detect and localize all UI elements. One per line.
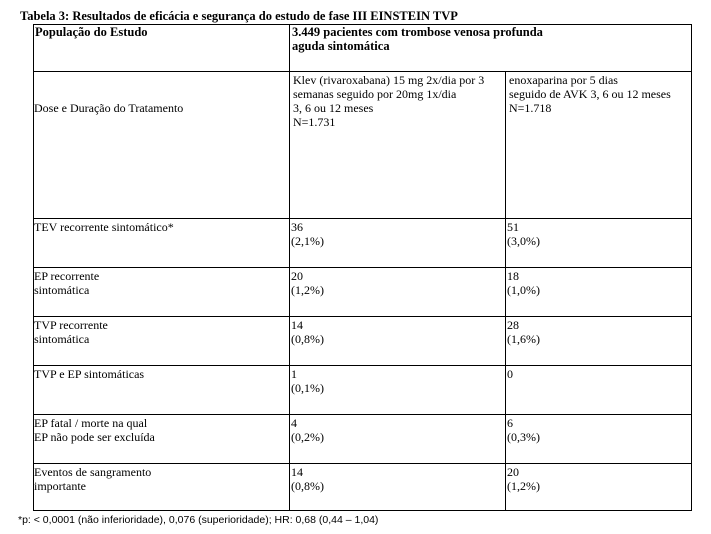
row-bleeding-col2 <box>507 465 540 493</box>
row-label-line: importante <box>34 479 86 493</box>
value-percent: (0,1%) <box>291 381 324 395</box>
row-label-line: Eventos de sangramento <box>34 465 152 479</box>
row-label-line: EP não pode ser excluída <box>34 430 155 444</box>
population-line-1: 3.449 pacientes com trombose venosa profunda <box>292 25 543 39</box>
dose-rivaroxaban-line: 3, 6 ou 12 meses <box>293 101 374 115</box>
dose-enoxaparin-line: enoxaparina por 5 dias <box>509 73 618 87</box>
value-count: 6 <box>507 416 513 430</box>
value-count: 20 <box>291 269 303 283</box>
value-percent: (1,2%) <box>507 479 540 493</box>
value-count: 0 <box>507 367 513 381</box>
value-percent: (1,6%) <box>507 332 540 346</box>
footnote: *p: < 0,0001 (não inferioridade), 0,076 (superioridade); HR: 0,68 (0,44 – 1,04) <box>18 514 379 526</box>
row-bleeding-col1 <box>291 465 324 493</box>
row-label-line: TVP e EP sintomáticas <box>34 367 145 381</box>
dose-label: Dose e Duração do Tratamento <box>34 101 184 115</box>
dose-rivaroxaban-line: semanas seguido por 20mg 1x/dia <box>293 87 457 101</box>
row-ep-col2 <box>507 269 540 297</box>
value-count: 28 <box>507 318 519 332</box>
value-count: 36 <box>291 220 303 234</box>
row-ep-fatal-col1 <box>291 416 324 444</box>
row-tvp-col1 <box>291 318 324 346</box>
value-percent: (0,8%) <box>291 479 324 493</box>
population-box <box>33 24 692 72</box>
row-label-tvp <box>34 318 108 346</box>
row-label-bleeding <box>34 465 151 493</box>
row-label-line: sintomática <box>34 283 90 297</box>
row-tev-col2 <box>507 220 540 248</box>
table-title: Tabela 3: Resultados de eficácia e segurança do estudo de fase III EINSTEIN TVP <box>20 9 458 23</box>
row-label-line: EP recorrente <box>34 269 100 283</box>
value-percent: (0,3%) <box>507 430 540 444</box>
row-label-line: EP fatal / morte na qual <box>34 416 148 430</box>
row-label-line: sintomática <box>34 332 90 346</box>
dose-enoxaparin-line: N=1.718 <box>509 101 552 115</box>
row-label-ep <box>34 269 99 297</box>
value-count: 51 <box>507 220 519 234</box>
dose-rivaroxaban-line: Klev (rivaroxabana) 15 mg 2x/dia por 3 <box>293 73 485 87</box>
value-count: 18 <box>507 269 519 283</box>
row-tvp-col2 <box>507 318 540 346</box>
row-divider <box>33 316 692 317</box>
column-divider-2 <box>505 71 506 511</box>
row-ep-fatal-col2 <box>507 416 540 444</box>
row-tvp-ep-col2 <box>507 367 513 381</box>
row-label-line: TEV recorrente sintomático* <box>34 220 174 234</box>
row-label-line: TVP recorrente <box>34 318 108 332</box>
row-label-ep-fatal <box>34 416 155 444</box>
row-divider <box>33 414 692 415</box>
dose-rivaroxaban <box>293 73 503 129</box>
row-divider <box>33 267 692 268</box>
value-count: 14 <box>291 465 303 479</box>
row-divider <box>33 365 692 366</box>
value-percent: (0,2%) <box>291 430 324 444</box>
population-line-2: aguda sintomática <box>292 39 390 53</box>
dose-rivaroxaban-line: N=1.731 <box>293 115 336 129</box>
value-percent: (2,1%) <box>291 234 324 248</box>
value-count: 14 <box>291 318 303 332</box>
value-percent: (1,0%) <box>507 283 540 297</box>
row-ep-col1 <box>291 269 324 297</box>
row-label-tvp-ep <box>34 367 144 381</box>
value-count: 20 <box>507 465 519 479</box>
row-tvp-ep-col1 <box>291 367 324 395</box>
row-tev-col1 <box>291 220 324 248</box>
value-percent: (1,2%) <box>291 283 324 297</box>
dose-enoxaparin <box>509 73 689 115</box>
row-divider <box>33 463 692 464</box>
value-percent: (3,0%) <box>507 234 540 248</box>
value-count: 1 <box>291 367 297 381</box>
dose-enoxaparin-line: seguido de AVK 3, 6 ou 12 meses <box>509 87 671 101</box>
value-count: 4 <box>291 416 297 430</box>
row-label-tev <box>34 220 174 234</box>
value-percent: (0,8%) <box>291 332 324 346</box>
row-divider <box>33 218 692 219</box>
population-label: População do Estudo <box>35 25 148 39</box>
results-table <box>33 71 692 511</box>
